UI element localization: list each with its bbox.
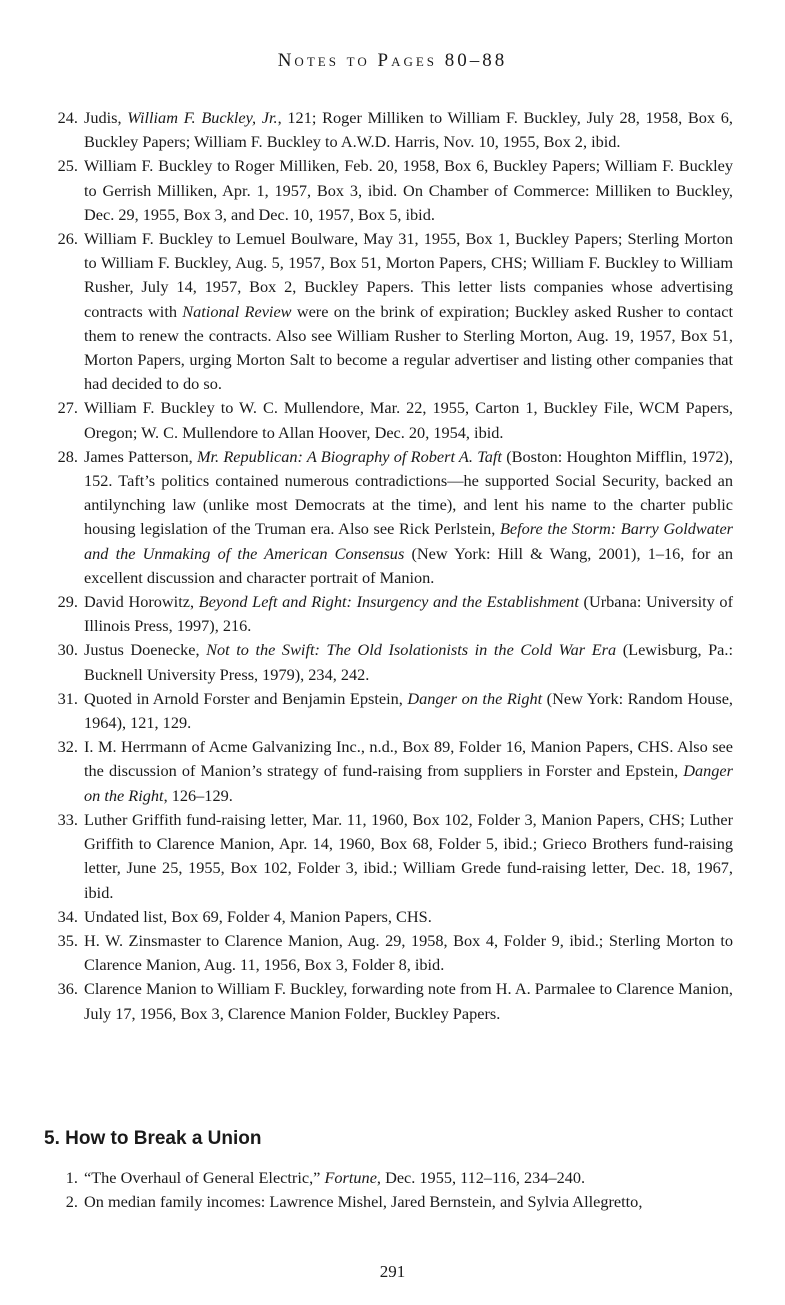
footnote-title-italic: Beyond Left and Right: Insurgency and the Establishment — [198, 592, 579, 612]
footnote-number: 33. — [57, 809, 78, 829]
footnote-text-segment: Clarence Manion to William F. Buckley, forwarding note from H. A. Parmalee to Clarence Manion, July 17, 1956, Box 3, Clarence Manion Folder, Buckley Papers. — [84, 979, 733, 1023]
footnote-text — [84, 1166, 733, 1190]
footnote-number: 32. — [57, 737, 78, 757]
footnote — [44, 638, 733, 686]
footnote-text-segment: were on the brink of expiration; Buckley asked Rusher to contact them to renew the contracts. Also see William Rusher to Sterling Morton, Aug. 19, 1957, Box 51, Morton Papers, urging Morton Salt to become a regular advertiser and listing other companies that had decided to do so. — [84, 301, 733, 394]
footnote-text — [84, 590, 733, 638]
footnote — [44, 905, 733, 929]
running-head: Notes to Pages 80–88 — [277, 50, 508, 71]
footnote-text-segment: William F. Buckley to Roger Milliken, Feb. 20, 1958, Box 6, Buckley Papers; William F. Buckley to Gerrish Milliken, Apr. 1, 1957, Box 3, ibid. On Chamber of Commerce: Milliken to Buckley, Dec. 29, 1955, Box 3, and Dec. 10, 1957, Box 5, ibid. — [84, 156, 733, 224]
footnote-text-segment: (Lewisburg, Pa.: Bucknell University Press, 1979), 234, 242. — [84, 640, 733, 684]
footnote-text — [84, 808, 733, 905]
footnote — [44, 687, 733, 735]
footnote-title-italic: Fortune — [324, 1168, 377, 1187]
footnote — [44, 106, 733, 154]
footnote-text-segment: James Patterson, — [84, 446, 197, 466]
footnote — [44, 929, 733, 977]
footnote-number: 28. — [57, 446, 78, 466]
footnote-text — [84, 687, 733, 735]
footnote-text — [84, 905, 733, 929]
footnote-number: 35. — [57, 930, 78, 950]
footnote — [44, 735, 733, 808]
footnote-text — [84, 227, 733, 396]
footnote-number: 27. — [57, 398, 78, 418]
footnote-text-segment: (Urbana: University of Illinois Press, 1997), 216. — [84, 592, 733, 636]
footnote-number: 36. — [57, 979, 78, 999]
footnote-text-segment: H. W. Zinsmaster to Clarence Manion, Aug. 29, 1958, Box 4, Folder 9, ibid.; Sterling Morton to Clarence Manion, Aug. 11, 1956, Box 3, Folder 8, ibid. — [84, 930, 733, 975]
footnote-text-segment: Luther Griffith fund-raising letter, Mar. 11, 1960, Box 102, Folder 3, Manion Papers, CHS; Luther Griffith to Clarence Manion, Apr. 14, 1960, Box 68, Folder 5, ibid.; Grieco Brothers fund-raising letter, June 25, 1955, Box 102, Folder 3, ibid.; William Grede fund-raising letter, Dec. 18, 1967, ibid. — [84, 809, 733, 902]
footnote-text — [84, 735, 733, 808]
footnote-text-segment: On median family incomes: Lawrence Mishel, Jared Bernstein, and Sylvia Allegretto, — [84, 1192, 643, 1212]
footnote-text-segment: (New York: Hill & Wang, 2001), 1–16, for an excellent discussion and character portrait of Manion. — [84, 543, 733, 587]
footnote-text — [84, 977, 733, 1025]
footnote-text — [84, 154, 733, 227]
footnote-number: 34. — [57, 906, 78, 926]
footnote-text — [84, 445, 733, 590]
footnote-number: 25. — [57, 156, 78, 176]
footnote-number: 31. — [57, 688, 78, 708]
footnote-text-segment: William F. Buckley to W. C. Mullendore, Mar. 22, 1955, Carton 1, Buckley File, WCM Papers, Oregon; W. C. Mullendore to Allan Hoover, Dec. 20, 1954, ibid. — [84, 398, 733, 442]
footnote-text — [84, 106, 733, 154]
footnote-text-segment: Undated list, Box 69, Folder 4, Manion Papers, CHS. — [84, 906, 432, 926]
footnote-number: 30. — [57, 640, 78, 660]
footnote-text — [84, 396, 733, 444]
footnote-number: 29. — [57, 592, 78, 612]
footnote — [44, 154, 733, 227]
footnote — [44, 1190, 733, 1214]
footnote-text-segment: Quoted in Arnold Forster and Benjamin Epstein, — [84, 688, 408, 708]
footnote-text-segment: I. M. Herrmann of Acme Galvanizing Inc., n.d., Box 89, Folder 16, Manion Papers, CHS. Also see the discussion of Manion’s strategy of fund-raising from suppliers in Forster and Epstein, — [84, 737, 733, 781]
footnote-title-italic: Before the Storm: Barry Goldwater and the Unmaking of the American Consensus — [84, 519, 734, 563]
footnote-text-segment: Judis, — [84, 108, 128, 127]
footnote — [44, 227, 733, 396]
footnote-title-italic: Not to the Swift: The Old Isolationists in the Cold War Era — [206, 640, 617, 660]
footnote-text — [84, 638, 733, 686]
footnote — [44, 590, 733, 638]
footnote-text-segment: , 121; Roger Milliken to William F. Buckley, July 28, 1958, Box 6, Buckley Papers; William F. Buckley to A.W.D. Harris, Nov. 10, 1955, Box 2, ibid. — [84, 108, 733, 152]
footnote-text — [84, 1190, 733, 1214]
footnote — [44, 977, 733, 1025]
footnote-text-segment: William F. Buckley to Lemuel Boulware, May 31, 1955, Box 1, Buckley Papers; Sterling Morton to William F. Buckley, Aug. 5, 1957, Box 51, Morton Papers, CHS; William F. Buckley to William Rusher, July 14, 1957, Box 2, Buckley Papers. This letter lists companies whose advertising contracts with — [84, 229, 733, 321]
footnote-number: 26. — [57, 229, 78, 249]
footnote-number: 2. — [65, 1192, 78, 1212]
footnote-text-segment: (Boston: Houghton Mifflin, 1972), 152. Taft’s politics contained numerous contradictions—he supported Social Security, backed an antilynching law (unlike most Democrats at the time), and lent his name to the charter public housing legislation of the Truman era. Also see Rick Perlstein, — [84, 446, 734, 539]
footnote — [44, 1166, 733, 1190]
footnote-title-italic: Mr. Republican: A Biography of Robert A. Taft — [196, 446, 502, 466]
chapter-heading: 5. How to Break a Union — [44, 1128, 262, 1149]
footnote-text-segment: (New York: Random House, 1964), 121, 129. — [84, 688, 734, 733]
footnote-text-segment: Justus Doenecke, — [84, 640, 207, 660]
footnote — [44, 396, 733, 444]
page-number: 291 — [379, 1262, 406, 1281]
footnote-title-italic: Danger on the Right — [407, 688, 543, 708]
footnote — [44, 808, 733, 905]
footnote-title-italic: William F. Buckley, Jr. — [127, 108, 278, 127]
footnote-text — [84, 929, 733, 977]
footnote-number: 24. — [57, 108, 78, 127]
footnote-text-segment: , 126–129. — [163, 785, 233, 805]
footnote — [44, 445, 733, 590]
notes-list — [44, 106, 733, 1026]
footnote-text-segment: David Horowitz, — [84, 592, 199, 612]
footnote-number: 1. — [65, 1168, 78, 1187]
footnote-title-italic: National Review — [182, 301, 292, 321]
footnote-text-segment: “The Overhaul of General Electric,” — [84, 1168, 325, 1187]
chapter-notes-list — [44, 1166, 733, 1214]
footnote-text-segment: , Dec. 1955, 112–116, 234–240. — [376, 1168, 586, 1187]
footnote-title-italic: Danger on the Right — [84, 761, 733, 805]
